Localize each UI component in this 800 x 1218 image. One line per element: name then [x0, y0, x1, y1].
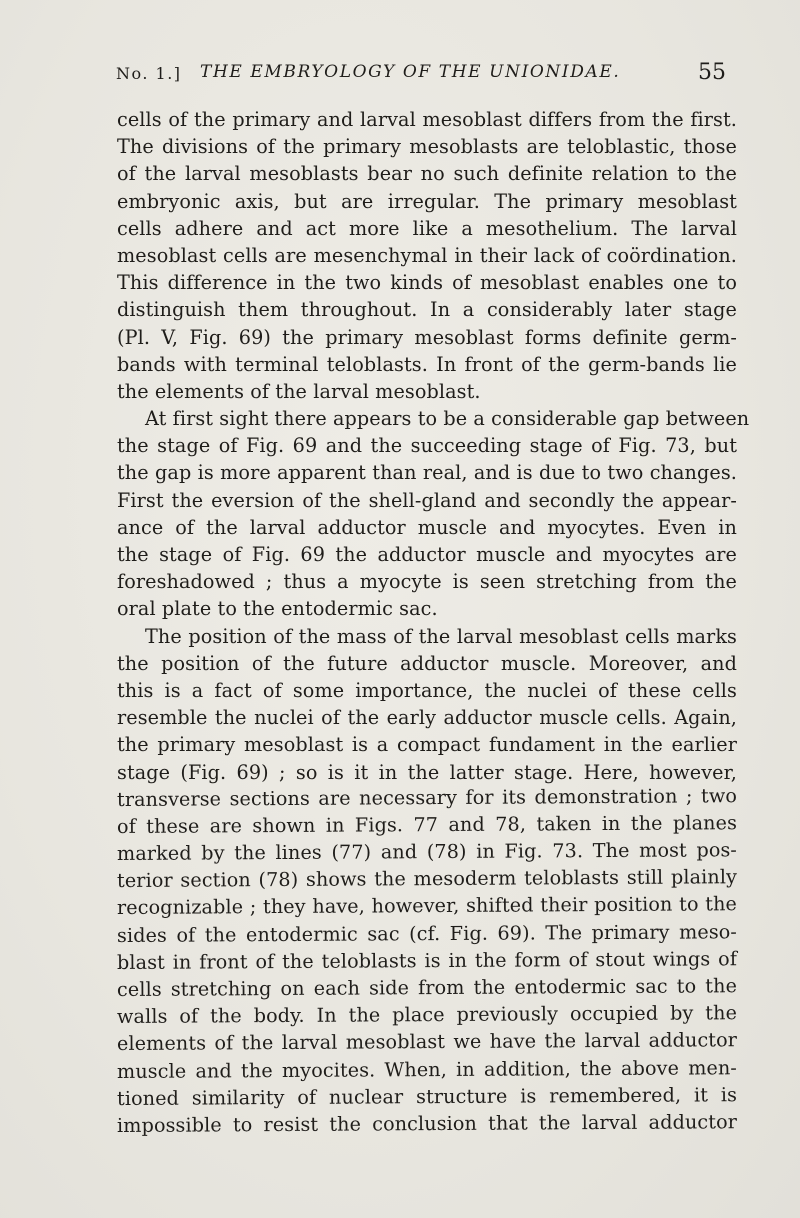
- text-line: embryonic axis, but are irregular. The primary mesoblast: [117, 189, 737, 213]
- text-line: terior section (78) shows the mesoderm teloblasts still plainly: [116, 865, 738, 893]
- text-line: oral plate to the entodermic sac.: [117, 597, 438, 621]
- text-line: muscle and the myocites. When, in addition, the above men-: [116, 1055, 738, 1083]
- text-line: impossible to resist the conclusion that the larval adductor: [116, 1110, 738, 1137]
- body-text: [116, 106, 750, 1139]
- text-line: cells stretching on each side from the entodermic sac to the: [116, 974, 738, 1001]
- text-line: sides of the entodermic sac (cf. Fig. 69). The primary meso-: [116, 919, 738, 947]
- text-line: the gap is more apparent than real, and is due to two changes.: [117, 461, 737, 485]
- text-line: blast in front of the teloblasts is in the form of stout wings of: [116, 947, 738, 974]
- text-line: the elements of the larval mesoblast.: [117, 379, 481, 403]
- text-line: mesoblast cells are mesenchymal in their lack of coördination.: [117, 243, 737, 267]
- text-line: foreshadowed ; thus a myocyte is seen stretching from the: [117, 570, 737, 594]
- journal-number: No. 1.]: [116, 64, 182, 83]
- text-line: At first sight there appears to be a considerable gap between: [145, 407, 750, 431]
- text-line: of the larval mesoblasts bear no such definite relation to the: [117, 162, 737, 186]
- text-line: cells adhere and act more like a mesothelium. The larval: [117, 216, 737, 240]
- page-number: 55: [698, 60, 726, 85]
- text-line: of these are shown in Figs. 77 and 78, taken in the planes: [116, 811, 738, 838]
- text-line: The position of the mass of the larval mesoblast cells marks: [145, 624, 737, 648]
- text-line: the primary mesoblast is a compact fundament in the earlier: [117, 733, 737, 757]
- text-line: distinguish them throughout. In a considerably later stage: [117, 298, 737, 322]
- text-line: tioned similarity of nuclear structure is remembered, it is: [116, 1082, 738, 1110]
- text-line: First the eversion of the shell-gland and secondly the appear-: [117, 488, 737, 512]
- text-line: resemble the nuclei of the early adductor muscle cells. Again,: [117, 706, 737, 730]
- text-line: recognizable ; they have, however, shifted their position to the: [116, 892, 738, 920]
- text-line: marked by the lines (77) and (78) in Fig. 73. The most pos-: [116, 838, 738, 866]
- text-line: walls of the body. In the place previously occupied by the: [116, 1001, 738, 1029]
- text-line: cells of the primary and larval mesoblast differs from the first.: [117, 108, 737, 131]
- text-line: the stage of Fig. 69 the adductor muscle and myocytes are: [117, 543, 737, 566]
- text-line: This difference in the two kinds of mesoblast enables one to: [117, 271, 737, 295]
- running-header: [116, 60, 726, 92]
- text-line: The divisions of the primary mesoblasts are teloblastic, those: [117, 135, 737, 159]
- text-line: bands with terminal teloblasts. In front of the germ-bands lie: [117, 352, 737, 376]
- text-line: the position of the future adductor muscle. Moreover, and: [117, 651, 737, 675]
- text-line: stage (Fig. 69) ; so is it in the latter stage. Here, however,: [117, 760, 737, 784]
- text-line: ance of the larval adductor muscle and myocytes. Even in: [117, 515, 737, 539]
- text-line: transverse sections are necessary for its demonstration ; two: [116, 783, 738, 811]
- text-line: (Pl. V, Fig. 69) the primary mesoblast forms definite germ-: [117, 325, 737, 349]
- text-line: the stage of Fig. 69 and the succeeding stage of Fig. 73, but: [117, 434, 737, 458]
- running-title: THE EMBRYOLOGY OF THE UNIONIDAE.: [200, 62, 621, 82]
- text-line: this is a fact of some importance, the nuclei of these cells: [117, 678, 737, 702]
- text-line: elements of the larval mesoblast we have the larval adductor: [116, 1028, 738, 1056]
